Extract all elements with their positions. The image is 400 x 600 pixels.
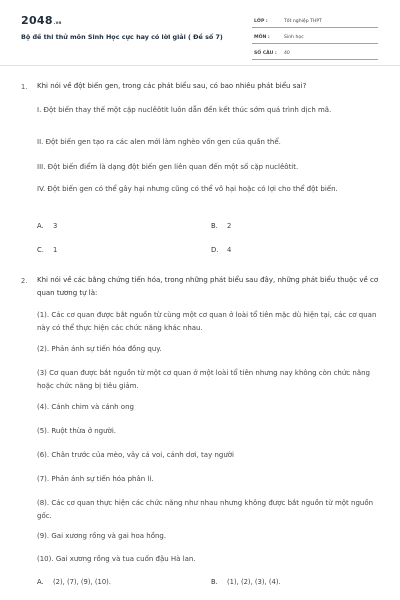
question-2-option-b[interactable] bbox=[211, 578, 281, 586]
question-2-statement: (5). Ruột thừa ở người. bbox=[37, 427, 117, 435]
option-text: (1), (2), (3), (4). bbox=[227, 578, 281, 586]
question-1-text: Khi nói về đột biến gen, trong các phát biểu sau, có bao nhiêu phát biểu sai? bbox=[37, 82, 307, 90]
question-1-option-c[interactable] bbox=[37, 246, 57, 254]
meta-value: 40 bbox=[284, 51, 290, 56]
meta-row-subject bbox=[252, 29, 378, 44]
meta-label: SỐ CÂU : bbox=[254, 51, 277, 56]
question-number: 1. bbox=[21, 83, 28, 91]
question-1-option-b[interactable] bbox=[211, 222, 231, 230]
option-text: 3 bbox=[53, 222, 58, 230]
question-2-statement: (3) Cơ quan được bắt nguồn từ một cơ quan ở một loài tổ tiên nhưng nay không còn chức năng hoặc chức năng bị tiêu giảm. bbox=[37, 369, 370, 390]
question-1-statement: IV. Đột biến gen có thể gây hại nhưng cũng có thể vô hại hoặc có lợi cho thể đột biến. bbox=[37, 185, 338, 193]
question-1-statement: II. Đột biến gen tạo ra các alen mới làm nghèo vốn gen của quần thể. bbox=[37, 138, 281, 146]
meta-row-class bbox=[252, 13, 378, 28]
meta-value: Tốt nghiệp THPT bbox=[284, 19, 322, 24]
option-text: 2 bbox=[227, 222, 232, 230]
meta-label: MÔN : bbox=[254, 35, 270, 40]
meta-label: LỚP : bbox=[254, 19, 268, 24]
option-letter: D. bbox=[211, 246, 219, 254]
question-number: 2. bbox=[21, 277, 28, 285]
option-text: 1 bbox=[53, 246, 58, 254]
question-2-statement: (2). Phản ánh sự tiến hóa đồng quy. bbox=[37, 345, 162, 353]
logo-main: 2048 bbox=[21, 14, 53, 27]
site-logo[interactable] bbox=[21, 14, 62, 27]
option-letter: B. bbox=[211, 222, 218, 230]
question-2-statement: (10). Gai xương rồng và tua cuốn đậu Hà lan. bbox=[37, 555, 196, 563]
question-2-statement: (1). Các cơ quan được bắt nguồn từ cùng một cơ quan ở loài tổ tiên mặc dù hiện tại, các cơ quan này có thể thực hiện các chức năng khác nhau. bbox=[37, 311, 377, 332]
option-text: (2), (7), (9), (10). bbox=[53, 578, 111, 586]
question-2-text: Khi nói về các bằng chứng tiến hóa, trong những phát biểu sau đây, những phát biểu thuộc về cơ quan tương tự là: bbox=[37, 276, 379, 297]
meta-value: Sinh học bbox=[284, 35, 304, 40]
option-letter: A. bbox=[37, 222, 44, 230]
question-2-statement: (8). Các cơ quan thực hiện các chức năng như nhau nhưng không được bắt nguồn từ một nguồn gốc. bbox=[37, 499, 374, 520]
option-text: 4 bbox=[227, 246, 232, 254]
header-divider bbox=[0, 65, 400, 66]
question-1-statement: I. Đột biến thay thế một cặp nuclêôtit luôn dẫn đến kết thúc sớm quá trình dịch mã. bbox=[37, 106, 332, 114]
meta-row-question-count bbox=[252, 45, 378, 60]
question-2-statement: (6). Chân trước của mèo, vây cá voi, cánh dơi, tay người bbox=[37, 451, 235, 459]
option-letter: C. bbox=[37, 246, 44, 254]
option-letter: B. bbox=[211, 578, 218, 586]
logo-domain: .vn bbox=[53, 20, 62, 25]
question-2-statement: (4). Cánh chim và cánh ong bbox=[37, 403, 134, 411]
question-1-statement: III. Đột biến điểm là dạng đột biến gen liên quan đến một số cặp nuclêôtit. bbox=[37, 163, 299, 171]
question-2-statement: (7). Phản ánh sự tiến hóa phân li. bbox=[37, 475, 154, 483]
page-header bbox=[0, 0, 400, 60]
question-2-option-a[interactable] bbox=[37, 578, 111, 586]
question-2-statement: (9). Gai xương rồng và gai hoa hồng. bbox=[37, 532, 167, 540]
question-1-option-a[interactable] bbox=[37, 222, 57, 230]
exam-meta-table bbox=[252, 13, 378, 61]
exam-title: Bộ đề thi thử môn Sinh Học cực hay có lời giải ( Đề số 7) bbox=[21, 33, 223, 41]
question-1-option-d[interactable] bbox=[211, 246, 231, 254]
option-letter: A. bbox=[37, 578, 44, 586]
